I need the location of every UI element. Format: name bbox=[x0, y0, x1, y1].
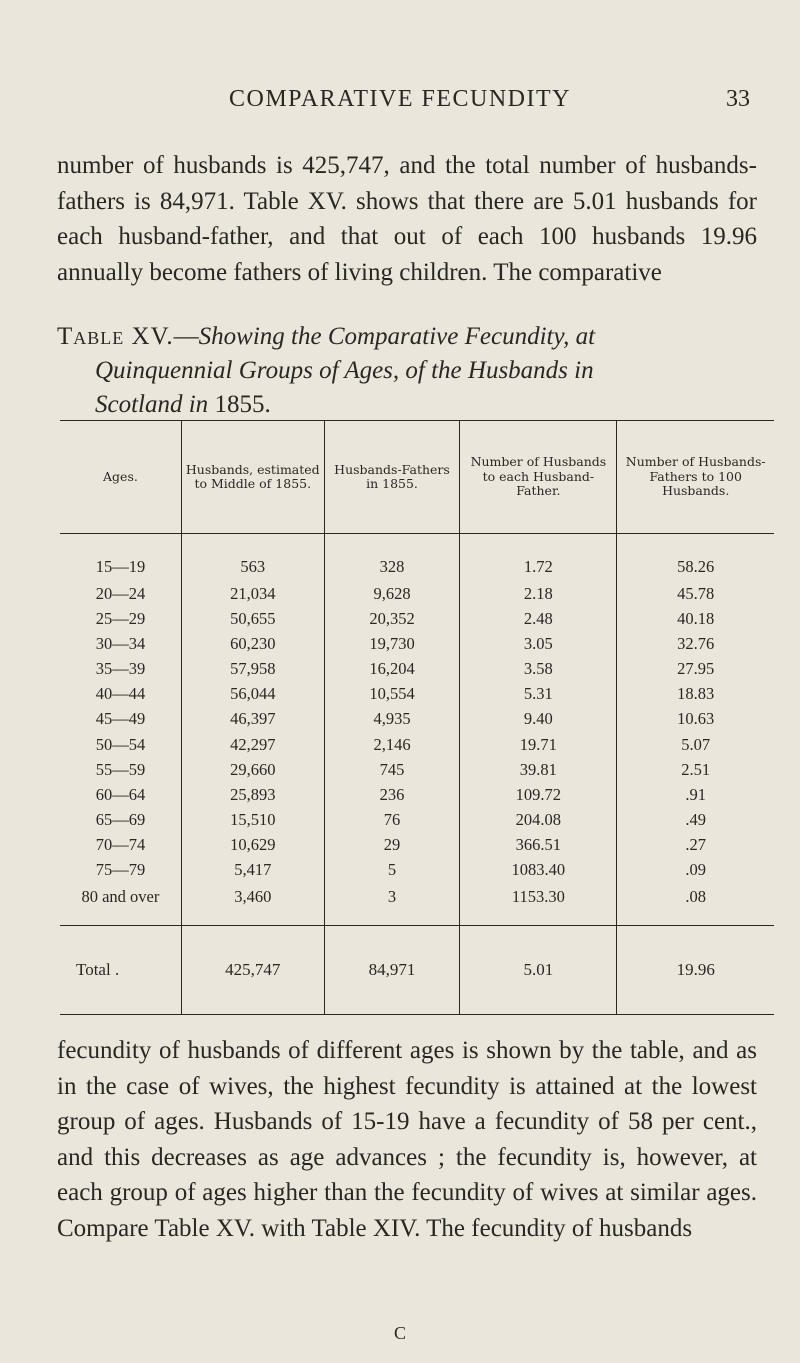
table-caption bbox=[57, 320, 757, 422]
header-husbands-estimated: Husbands, estimated to Middle of 1855. bbox=[181, 421, 324, 534]
cell-husbands: 10,629 bbox=[181, 832, 324, 857]
cell-ages: 15—19 bbox=[95, 556, 146, 576]
page-header bbox=[0, 86, 800, 126]
table-header-row bbox=[60, 421, 774, 534]
table-row bbox=[60, 607, 774, 632]
cell-fathers: 20,352 bbox=[324, 607, 460, 632]
cell-fathers: 76 bbox=[324, 807, 460, 832]
table-row bbox=[60, 632, 774, 657]
cell-fathers: 5 bbox=[324, 857, 460, 882]
cell-ages: 50—54 bbox=[95, 734, 146, 754]
cell-husbands: 42,297 bbox=[181, 732, 324, 757]
table-total-row bbox=[60, 925, 774, 1014]
caption-dash: — bbox=[173, 323, 199, 350]
total-label: Total . bbox=[60, 925, 181, 1014]
table-row bbox=[60, 707, 774, 732]
cell-fathers: 4,935 bbox=[324, 707, 460, 732]
cell-ratio: 1083.40 bbox=[460, 857, 617, 882]
cell-per-100: 27.95 bbox=[617, 657, 774, 682]
cell-husbands: 3,460 bbox=[181, 882, 324, 925]
total-ratio: 5.01 bbox=[460, 925, 617, 1014]
page-number: 33 bbox=[726, 86, 750, 112]
total-fathers: 84,971 bbox=[324, 925, 460, 1014]
cell-ratio: 2.48 bbox=[460, 607, 617, 632]
table-row bbox=[60, 682, 774, 707]
cell-husbands: 57,958 bbox=[181, 657, 324, 682]
cell-husbands: 50,655 bbox=[181, 607, 324, 632]
cell-ratio: 2.18 bbox=[460, 582, 617, 607]
cell-ratio: 19.71 bbox=[460, 732, 617, 757]
cell-fathers: 29 bbox=[324, 832, 460, 857]
cell-ages: 35—39 bbox=[95, 659, 146, 679]
table-row bbox=[60, 757, 774, 782]
caption-year: 1855. bbox=[214, 391, 271, 418]
cell-husbands: 25,893 bbox=[181, 782, 324, 807]
cell-ages: 55—59 bbox=[95, 759, 146, 779]
cell-ages: 25—29 bbox=[95, 609, 146, 629]
cell-ages: 40—44 bbox=[95, 684, 146, 704]
cell-ages: 60—64 bbox=[95, 784, 146, 804]
cell-ratio: 3.05 bbox=[460, 632, 617, 657]
cell-ratio: 1.72 bbox=[460, 534, 617, 582]
cell-ages: 30—34 bbox=[95, 634, 146, 654]
caption-line-2: Quinquennial Groups of Ages, of the Husbands in bbox=[95, 357, 594, 384]
cell-ratio: 109.72 bbox=[460, 782, 617, 807]
header-husbands-fathers: Husbands-Fathers in 1855. bbox=[324, 421, 460, 534]
cell-fathers: 3 bbox=[324, 882, 460, 925]
cell-husbands: 60,230 bbox=[181, 632, 324, 657]
cell-per-100: .27 bbox=[617, 832, 774, 857]
header-fathers-per-100: Number of Husbands-Fathers to 100 Husbands. bbox=[617, 421, 774, 534]
cell-ages: 65—69 bbox=[95, 809, 146, 829]
table-row bbox=[60, 807, 774, 832]
cell-ratio: 39.81 bbox=[460, 757, 617, 782]
cell-fathers: 2,146 bbox=[324, 732, 460, 757]
cell-ages: 75—79 bbox=[95, 859, 146, 879]
cell-ratio: 1153.30 bbox=[460, 882, 617, 925]
table-row bbox=[60, 534, 774, 582]
header-husbands-per-father: Number of Husbands to each Husband-Father. bbox=[460, 421, 617, 534]
table-row bbox=[60, 782, 774, 807]
cell-ratio: 5.31 bbox=[460, 682, 617, 707]
cell-fathers: 9,628 bbox=[324, 582, 460, 607]
cell-husbands: 56,044 bbox=[181, 682, 324, 707]
cell-husbands: 5,417 bbox=[181, 857, 324, 882]
cell-husbands: 29,660 bbox=[181, 757, 324, 782]
table-row bbox=[60, 882, 774, 925]
cell-per-100: .91 bbox=[617, 782, 774, 807]
caption-line-3: Scotland in bbox=[95, 391, 209, 418]
cell-per-100: 10.63 bbox=[617, 707, 774, 732]
fecundity-table bbox=[60, 420, 774, 1015]
table-row bbox=[60, 582, 774, 607]
signature-mark: C bbox=[393, 1323, 406, 1343]
cell-ages: 80 and over bbox=[81, 886, 160, 906]
cell-per-100: 45.78 bbox=[617, 582, 774, 607]
cell-fathers: 16,204 bbox=[324, 657, 460, 682]
cell-per-100: .08 bbox=[617, 882, 774, 925]
total-per-100: 19.96 bbox=[617, 925, 774, 1014]
cell-per-100: 32.76 bbox=[617, 632, 774, 657]
table-row bbox=[60, 832, 774, 857]
cell-husbands: 15,510 bbox=[181, 807, 324, 832]
cell-ages: 20—24 bbox=[95, 584, 146, 604]
cell-husbands: 563 bbox=[181, 534, 324, 582]
cell-ratio: 9.40 bbox=[460, 707, 617, 732]
total-husbands: 425,747 bbox=[181, 925, 324, 1014]
cell-fathers: 236 bbox=[324, 782, 460, 807]
cell-per-100: 40.18 bbox=[617, 607, 774, 632]
cell-per-100: 18.83 bbox=[617, 682, 774, 707]
table-row bbox=[60, 857, 774, 882]
cell-fathers: 19,730 bbox=[324, 632, 460, 657]
cell-ratio: 204.08 bbox=[460, 807, 617, 832]
cell-ratio: 366.51 bbox=[460, 832, 617, 857]
cell-per-100: 58.26 bbox=[617, 534, 774, 582]
cell-per-100: .49 bbox=[617, 807, 774, 832]
cell-husbands: 46,397 bbox=[181, 707, 324, 732]
table-row bbox=[60, 732, 774, 757]
running-head: COMPARATIVE FECUNDITY bbox=[229, 86, 571, 112]
paragraph-2: fecundity of husbands of different ages is shown by the table, and as in the case of wives, the highest fecundity is attained at the lowest group of ages. Husbands of 15-19 have a fecundity of 58 per cent., and this decreases as age advances ; the fecundity is, however, at each group of ages higher than the fecundity of wives at similar ages. Compare Table XV. with Table XIV. The fecundity of husbands bbox=[57, 1037, 757, 1242]
cell-ratio: 3.58 bbox=[460, 657, 617, 682]
table-label: Table XV. bbox=[57, 323, 174, 350]
table-row bbox=[60, 657, 774, 682]
cell-ages: 70—74 bbox=[95, 834, 146, 854]
fecundity-table-grid bbox=[60, 420, 774, 1015]
header-ages: Ages. bbox=[60, 421, 181, 534]
cell-per-100: .09 bbox=[617, 857, 774, 882]
cell-ages: 45—49 bbox=[95, 709, 146, 729]
cell-per-100: 2.51 bbox=[617, 757, 774, 782]
caption-line-1: Showing the Comparative Fecundity, at bbox=[198, 323, 596, 350]
cell-fathers: 10,554 bbox=[324, 682, 460, 707]
cell-fathers: 745 bbox=[324, 757, 460, 782]
cell-per-100: 5.07 bbox=[617, 732, 774, 757]
cell-fathers: 328 bbox=[324, 534, 460, 582]
cell-husbands: 21,034 bbox=[181, 582, 324, 607]
paragraph-1: number of husbands is 425,747, and the total number of husbands-fathers is 84,971. Table XV. shows that there are 5.01 husbands for each husband-father, and that out of each 100 husbands 19.96 annually become fathers of living children. The comparative bbox=[57, 152, 757, 286]
